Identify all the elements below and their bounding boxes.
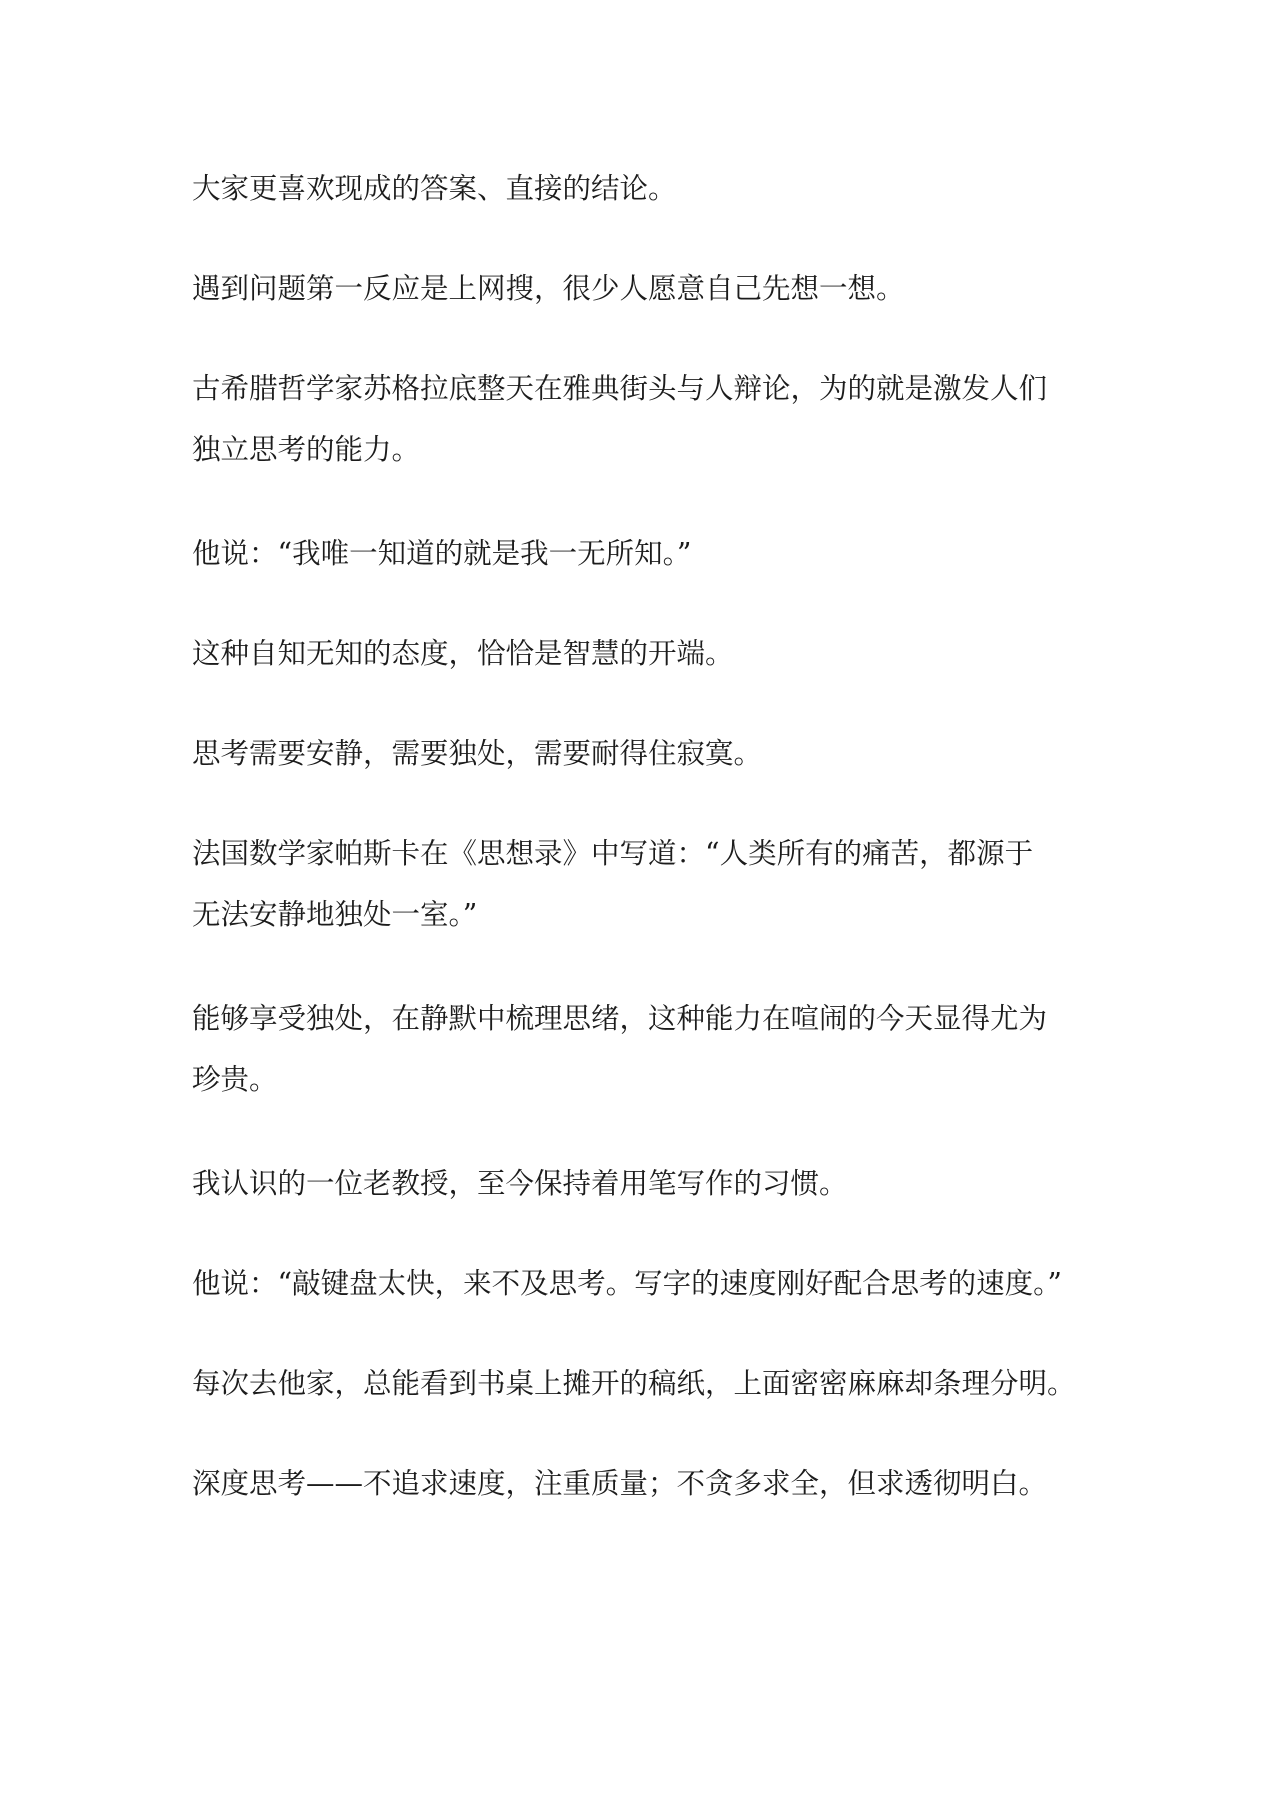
text-line: 遇到问题第一反应是上网搜，很少人愿意自己先想一想。: [192, 272, 905, 305]
text-line: 大家更喜欢现成的答案、直接的结论。: [192, 172, 677, 205]
paragraph: [192, 158, 1082, 219]
text-line: 法国数学家帕斯卡在《思想录》中写道：“人类所有的痛苦，都源于: [192, 837, 1034, 870]
paragraph: [192, 1253, 1082, 1314]
text-line: 每次去他家，总能看到书桌上摊开的稿纸，上面密密麻麻却条理分明。: [192, 1367, 1076, 1400]
text-line: 深度思考——不追求速度，注重质量；不贪多求全，但求透彻明白。: [192, 1467, 1048, 1500]
text-line: 珍贵。: [192, 1063, 278, 1096]
text-line: 这种自知无知的态度，恰恰是智慧的开端。: [192, 637, 734, 670]
paragraph: [192, 258, 1082, 319]
text-line: 独立思考的能力。: [192, 433, 421, 466]
paragraph: [192, 823, 1082, 945]
text-line: 古希腊哲学家苏格拉底整天在雅典街头与人辩论，为的就是激发人们: [192, 372, 1048, 405]
text-line: 我认识的一位老教授，至今保持着用笔写作的习惯。: [192, 1167, 848, 1200]
paragraph: [192, 1353, 1082, 1414]
paragraph: [192, 358, 1082, 480]
text-line: 无法安静地独处一室。”: [192, 898, 478, 931]
paragraph: [192, 523, 1082, 584]
text-line: 他说：“敲键盘太快，来不及思考。写字的速度刚好配合思考的速度。”: [192, 1267, 1062, 1300]
paragraph: [192, 1153, 1082, 1214]
text-line: 他说：“我唯一知道的就是我一无所知。”: [192, 537, 692, 570]
text-line: 能够享受独处，在静默中梳理思绪，这种能力在喧闹的今天显得尤为: [192, 1002, 1048, 1035]
paragraph: [192, 723, 1082, 784]
paragraph: [192, 1453, 1082, 1514]
paragraph: [192, 988, 1082, 1110]
paragraph: [192, 623, 1082, 684]
text-line: 思考需要安静，需要独处，需要耐得住寂寞。: [192, 737, 763, 770]
